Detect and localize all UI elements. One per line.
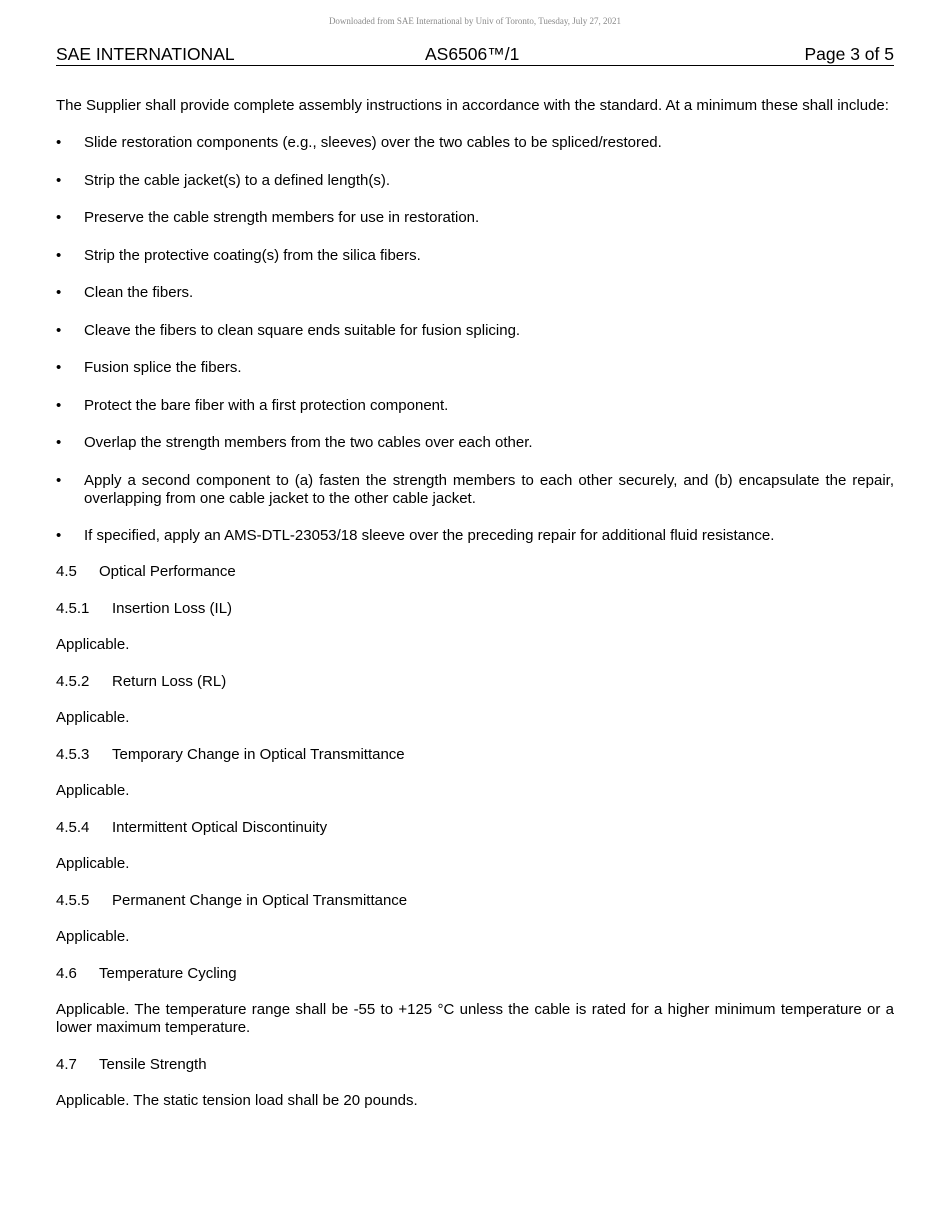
section-title: Insertion Loss (IL) [112,599,233,617]
header-document-number: AS6506™/1 [425,44,520,64]
list-item: • Protect the bare fiber with a first protection component. [56,397,894,415]
section-title: Permanent Change in Optical Transmittance [112,891,408,909]
list-item: • Strip the cable jacket(s) to a defined length(s). [56,172,894,190]
list-item: • Clean the fibers. [56,284,894,302]
section-title: Optical Performance [99,563,236,580]
download-watermark: Downloaded from SAE International by Univ of Toronto, Tuesday, July 27, 2021 [328,16,622,26]
section-body-4-5-1: Applicable. [56,636,130,653]
header-page-number: Page 3 of 5 [804,44,894,64]
section-heading-4-5-3 [56,746,894,764]
section-heading-4-5-2 [56,673,894,691]
list-item: • Fusion splice the fibers. [56,359,894,377]
section-title: Temporary Change in Optical Transmittance [112,745,405,763]
assembly-steps-list [56,134,894,545]
list-item: • Apply a second component to (a) fasten the strength members to each other securely, and (b) encapsulate the repair, overlapping from one cable jacket to the other cable jacket. [56,472,894,508]
section-number: 4.5.3 [56,745,90,763]
section-heading-4-6 [56,965,894,983]
list-item: • Overlap the strength members from the two cables over each other. [56,434,894,452]
section-heading-4-5-4 [56,819,894,837]
section-title: Intermittent Optical Discontinuity [112,818,328,836]
header-organization: SAE INTERNATIONAL [56,44,235,64]
section-body-4-5-4: Applicable. [56,855,130,872]
section-heading-4-5-5 [56,892,894,910]
document-body [56,97,894,1129]
section-body-4-5-2: Applicable. [56,709,130,726]
list-item: • If specified, apply an AMS-DTL-23053/18 sleeve over the preceding repair for additional fluid resistance. [56,527,894,545]
list-item: • Slide restoration components (e.g., sleeves) over the two cables to be spliced/restored. [56,134,894,152]
section-heading-4-5-1 [56,600,894,618]
section-title: Return Loss (RL) [112,672,227,690]
section-title: Tensile Strength [99,1055,207,1073]
list-item: • Cleave the fibers to clean square ends suitable for fusion splicing. [56,322,894,340]
page-header [56,43,894,66]
section-number: 4.6 [56,964,77,982]
section-number: 4.5.5 [56,891,90,909]
section-number: 4.5.1 [56,599,90,617]
section-body-4-5-3: Applicable. [56,782,130,799]
section-number: 4.5.2 [56,672,90,690]
list-item: • Preserve the cable strength members for use in restoration. [56,209,894,227]
section-number: 4.7 [56,1055,77,1073]
intro-paragraph: The Supplier shall provide complete assembly instructions in accordance with the standard. At a minimum these shall include: [56,97,889,114]
list-item: • Strip the protective coating(s) from the silica fibers. [56,247,894,265]
section-body-4-6: Applicable. The temperature range shall be -55 to +125 °C unless the cable is rated for a higher minimum temperature or a lower maximum temperature. [56,1001,894,1036]
section-body-4-7: Applicable. The static tension load shall be 20 pounds. [56,1092,418,1109]
section-number: 4.5.4 [56,818,90,836]
section-heading-4-7 [56,1056,894,1074]
section-number: 4.5 [56,563,77,580]
section-body-4-5-5: Applicable. [56,928,130,945]
section-title: Temperature Cycling [99,964,237,982]
section-heading-4-5 [56,563,894,581]
